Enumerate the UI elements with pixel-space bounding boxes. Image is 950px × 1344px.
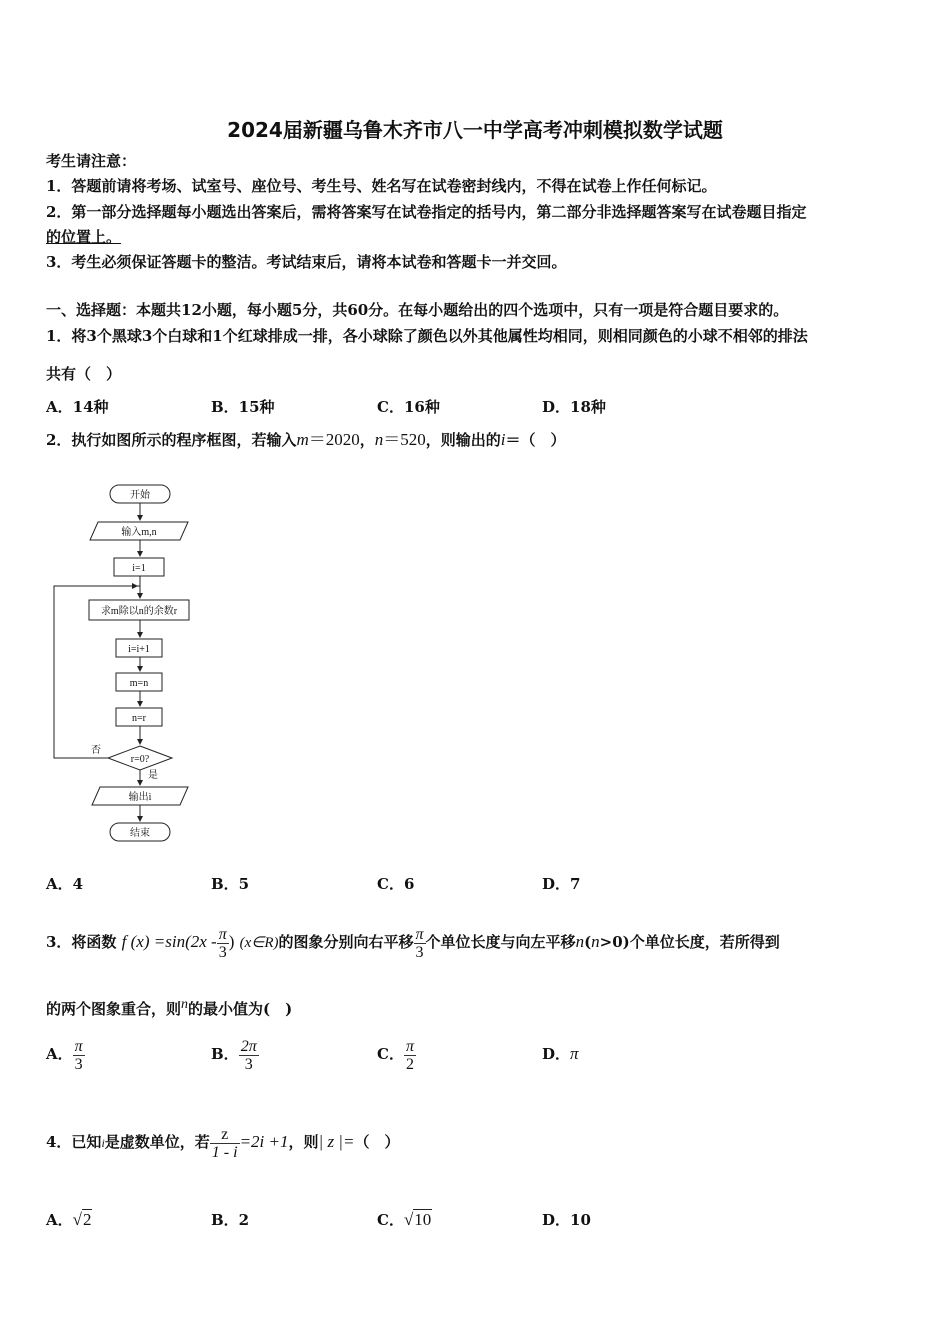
q1-option-a: A．14种 bbox=[46, 398, 109, 416]
q3-shift-fraction: $\frac{\pi}{3}$ bbox=[415, 925, 424, 961]
q2-option-a: A．4 bbox=[46, 875, 84, 893]
program-flowchart bbox=[45, 478, 215, 848]
q2-var-n: n bbox=[374, 430, 384, 449]
q2-option-c: C．6 bbox=[377, 875, 415, 893]
flow-output-label: 输出i bbox=[128, 792, 152, 803]
notice-heading: 考生请注意： bbox=[46, 152, 137, 170]
q2-sep: ， bbox=[359, 431, 375, 449]
q3-close-paren: ) bbox=[228, 932, 235, 951]
q3-stem-line1 bbox=[46, 922, 780, 962]
flow-no-label: 否 bbox=[91, 745, 101, 756]
q3-function: f (x) =sin(2x - bbox=[121, 932, 217, 951]
q4-text-1: 4．已知 bbox=[46, 1133, 102, 1151]
flow-input-label: 输入m,n bbox=[121, 527, 157, 538]
q3-option-a: A． $\frac{\pi}{3}$ bbox=[46, 1037, 83, 1073]
q2-option-b: B．5 bbox=[211, 875, 250, 893]
q4-text-4: （ ） bbox=[354, 1133, 400, 1151]
q2-var-m: m bbox=[296, 430, 309, 449]
q2-var-i: i bbox=[500, 430, 506, 449]
q2-stem bbox=[46, 430, 566, 450]
q2-m-value: ＝2020 bbox=[308, 430, 360, 449]
q4-abs-z: | z |= bbox=[318, 1132, 355, 1151]
q1-stem-line1: 1．将3个黑球3个白球和1个红球排成一排，各小球除了颜色以外其他属性均相同，则相同颜色的小球不相邻的排法 bbox=[46, 327, 808, 345]
q4-option-d: D．10 bbox=[542, 1211, 591, 1229]
q3-stem-line2 bbox=[46, 995, 292, 1019]
q3-option-c: C． $\frac{\pi}{2}$ bbox=[377, 1037, 414, 1073]
section-heading: 一、选择题：本题共12小题，每小题5分，共60分。在每小题给出的四个选项中，只有一项是符合题目要求的。 bbox=[46, 301, 789, 319]
q3-option-b: B． $\frac{2\pi}{3}$ bbox=[211, 1037, 257, 1073]
sqrt-icon: √10 bbox=[403, 1210, 432, 1229]
q3-text-2: 的图象分别向右平移 bbox=[278, 933, 414, 951]
q4-text-2: 是虚数单位，若 bbox=[104, 1133, 210, 1151]
q4-option-a: A．√2 bbox=[46, 1210, 92, 1229]
q2-text-3: ＝（ ） bbox=[505, 431, 566, 449]
q4-option-b: B．2 bbox=[211, 1211, 250, 1229]
q3-var-n-3: n bbox=[181, 997, 189, 1012]
q2-text-1: 2．执行如图所示的程序框图，若输入 bbox=[46, 431, 297, 449]
q3-text-1: 3．将函数 bbox=[46, 933, 117, 951]
q2-option-d: D．7 bbox=[542, 875, 581, 893]
flow-yes-label: 是 bbox=[148, 770, 158, 781]
flow-end-label: 结束 bbox=[130, 828, 150, 839]
flow-increment-label: i=i+1 bbox=[128, 644, 150, 655]
flow-remainder-label: 求m除以n的余数r bbox=[100, 606, 178, 617]
q3-line2-text-2: 的最小值为( ) bbox=[188, 1000, 293, 1018]
q1-stem-line2: 共有（ ） bbox=[46, 365, 122, 383]
flow-start-label: 开始 bbox=[130, 490, 150, 501]
q3-var-n-2: n bbox=[591, 932, 600, 951]
q3-domain: (x∈R) bbox=[239, 935, 279, 951]
q4-var-i: i bbox=[101, 1136, 105, 1150]
notice-item-2a: 2．第一部分选择题每小题选出答案后，需将答案写在试卷指定的括号内，第二部分非选择题答案写在试卷题目指定 bbox=[46, 203, 807, 221]
q3-paren-open: ( bbox=[584, 933, 592, 951]
q4-stem bbox=[46, 1120, 399, 1164]
q2-text-2: ，则输出的 bbox=[425, 431, 501, 449]
q3-text-3: 个单位长度与向左平移 bbox=[425, 933, 576, 951]
page-title: 2024届新疆乌鲁木齐市八一中学高考冲刺模拟数学试题 bbox=[227, 118, 723, 142]
q4-option-c: C．√10 bbox=[377, 1210, 432, 1229]
q3-var-n: n bbox=[575, 932, 585, 951]
q4-text-3: ，则 bbox=[288, 1133, 319, 1151]
q3-text-4: >0)个单位长度，若所得到 bbox=[599, 933, 780, 951]
flow-assign-m-label: m=n bbox=[129, 678, 149, 689]
flow-assign-n-label: n=r bbox=[132, 713, 146, 724]
q3-line2-text-1: 的两个图象重合，则 bbox=[46, 1000, 182, 1018]
q1-option-c: C．16种 bbox=[377, 398, 440, 416]
flow-init-label: i=1 bbox=[132, 563, 146, 574]
flow-condition-label: r=0? bbox=[130, 754, 150, 765]
q3-option-d: D．π bbox=[542, 1044, 579, 1063]
notice-item-2b: 的位置上。 bbox=[46, 228, 122, 246]
q3-fraction-pi-over-3: $\frac{\pi}{3}$ bbox=[218, 925, 227, 961]
q1-option-d: D．18种 bbox=[542, 398, 606, 416]
q4-rhs: =2i +1 bbox=[239, 1132, 289, 1151]
q2-n-value: ＝520 bbox=[383, 430, 426, 449]
q4-fraction: $\frac{z}{1 - i}$ bbox=[211, 1125, 238, 1161]
q1-option-b: B．15种 bbox=[211, 398, 275, 416]
notice-item-3: 3．考生必须保证答题卡的整洁。考试结束后，请将本试卷和答题卡一并交回。 bbox=[46, 253, 567, 271]
notice-item-1: 1．答题前请将考场、试室号、座位号、考生号、姓名写在试卷密封线内，不得在试卷上作任何标记。 bbox=[46, 177, 717, 195]
sqrt-icon: √2 bbox=[72, 1210, 92, 1229]
